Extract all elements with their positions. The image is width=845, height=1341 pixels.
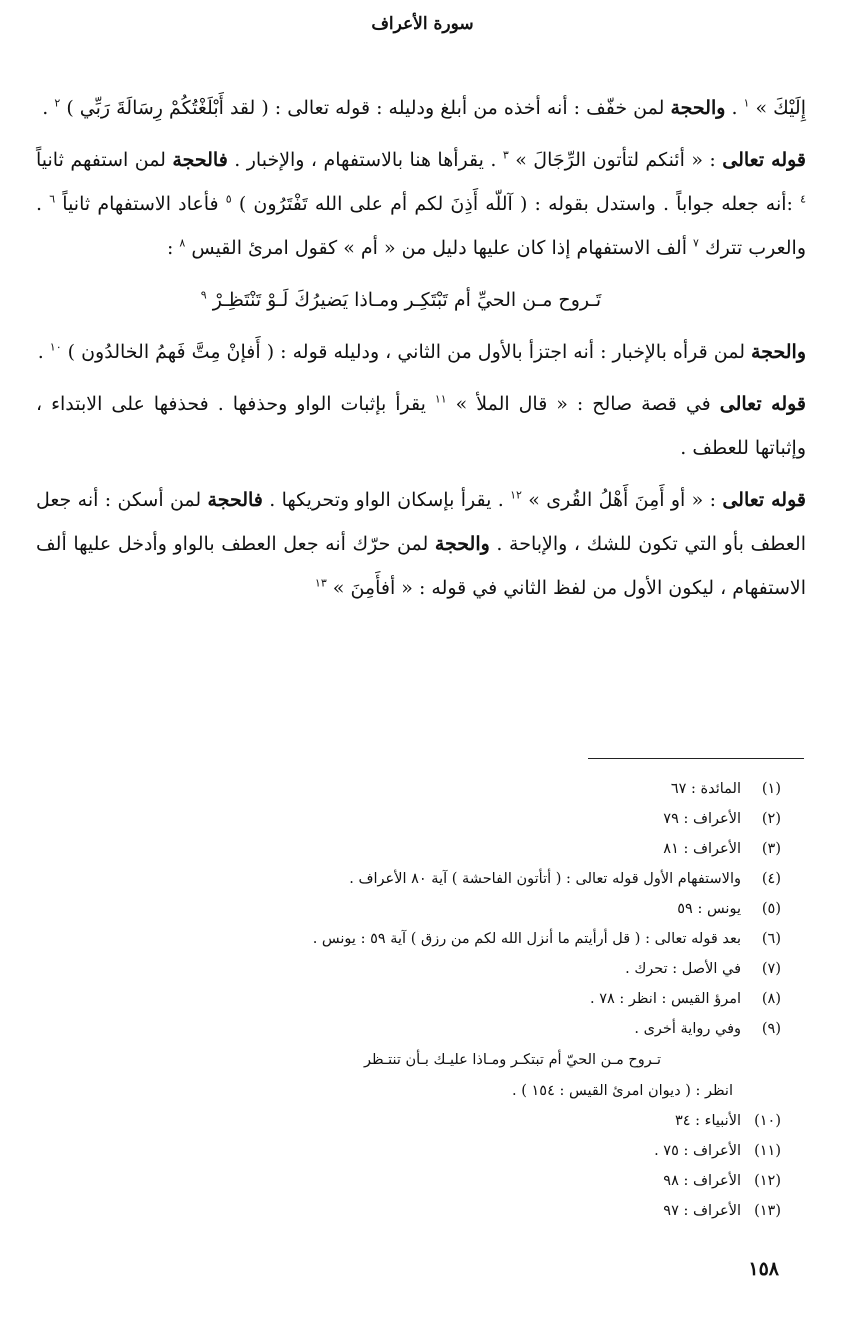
text-run: . والعرب تترك [36, 193, 806, 259]
footnote-separator [588, 758, 804, 759]
footnote-ref: ١٢ [510, 488, 522, 502]
footnote-ref: ٧ [693, 236, 699, 250]
text-run: لمن خفّف : أنه أخذه من أبلغ ودليله : قوله تعالى : ( لقد أَبْلَغْتُكُمْ رِسَالَةَ رَبِّي ) [60, 97, 671, 119]
footnote-10: (١٠)الأنبياء : ٣٤ [674, 1113, 781, 1129]
footnote-ref: ٦ [49, 192, 56, 206]
footnote-4: (٤)والاستفهام الأول قوله تعالى : ( أتأتون الفاحشة ) آية ٨٠ الأعراف . [349, 871, 781, 887]
running-title: سورة الأعراف [371, 14, 474, 34]
bold-keyword: والحجة [751, 341, 806, 363]
bold-keyword: فالحجة [172, 149, 228, 171]
text-run: تَـروح مـن الحيِّ أم تَبْتَكِـر ومـاذا يَضيرُكَ لَـوْ تَنْتَظِـرْ [206, 289, 602, 311]
paragraph [36, 382, 806, 470]
bold-keyword: قوله تعالى [722, 149, 807, 171]
text-run: في قصة صالح : « قال الملأ » [446, 393, 720, 415]
text-run: . يقرأها هنا بالاستفهام ، والإخبار . [227, 149, 503, 171]
footnotes [36, 774, 781, 1226]
text-run: : « أئنكم لتأتون الرِّجَالَ » [508, 149, 723, 171]
footnote-7: (٧)في الأصل : تحرك . [625, 961, 781, 977]
bold-keyword: قوله تعالى [719, 393, 807, 415]
text-run: فأعاد الاستفهام ثانياً [55, 193, 226, 215]
footnote-source: انظر : ( ديوان امرئ القيس : ١٥٤ ) . [512, 1083, 733, 1099]
footnote-ref: ١٣ [314, 576, 327, 590]
footnote-ref: ١٠ [49, 340, 62, 354]
text-run: . [37, 341, 50, 363]
footnote-ref: ١ [743, 96, 750, 110]
paragraph [36, 138, 806, 270]
poem-verse [36, 278, 806, 322]
text-run: . يقرأ بإسكان الواو وتحريكها . [262, 489, 511, 511]
text-run: ألف الاستفهام إذا كان عليها دليل من « أم » كقول امرئ القيس [185, 237, 694, 259]
footnote-ref: ٢ [54, 96, 61, 110]
paragraph [36, 330, 806, 374]
footnote-ref: ٥ [225, 192, 232, 206]
footnote-1: (١)المائدة : ٦٧ [670, 781, 781, 797]
footnote-9: (٩)وفي رواية أخرى . [634, 1021, 781, 1037]
footnote-poem-verse: تـروح مـن الحيّ أم تبتكـر ومـاذا عليـك بـأن تنتـظر [363, 1052, 661, 1068]
paragraph [36, 478, 806, 610]
text-run: يقرأ بإثبات الواو وحذفها . فحذفها على الابتداء ، وإثباتها للعطف . [36, 393, 806, 459]
bold-keyword: قوله تعالى [722, 489, 806, 511]
text-run: إِلَيْكَ » [749, 97, 806, 119]
footnote-ref: ٤ [800, 192, 806, 206]
footnote-11: (١١)الأعراف : ٧٥ . [654, 1143, 781, 1159]
footnote-5: (٥)يونس : ٥٩ [677, 901, 781, 917]
footnote-3: (٣)الأعراف : ٨١ [663, 841, 781, 857]
main-text [36, 86, 806, 618]
bold-keyword: فالحجة [207, 489, 263, 511]
paragraph [36, 86, 806, 130]
footnote-6: (٦)بعد قوله تعالى : ( قل أرأيتم ما أنزل الله لكم من رزق ) آية ٥٩ : يونس . [312, 931, 781, 947]
text-run: لمن أسكن : أنه جعل العطف بأو التي تكون للشك ، والإباحة . [36, 489, 806, 555]
text-run: لمن استفهم ثانياً [36, 149, 173, 171]
text-run: : « أو أَمِنَ أَهْلُ القُرى » [521, 489, 723, 511]
text-run: لمن حرّك أنه جعل العطف بالواو وأدخل عليها ألف الاستفهام ، ليكون الأول من لفظ الثاني في قوله : « أفأَمِنَ » [36, 533, 806, 599]
text-run: . [42, 97, 55, 119]
bold-keyword: والحجة [434, 533, 490, 555]
footnote-12: (١٢)الأعراف : ٩٨ [663, 1173, 781, 1189]
footnote-ref: ٨ [179, 236, 186, 250]
page-number: ١٥٨ [748, 1258, 779, 1280]
text-run: : [166, 237, 180, 259]
footnote-8: (٨)امرؤ القيس : انظر : ٧٨ . [589, 991, 781, 1007]
footnote-2: (٢)الأعراف : ٧٩ [663, 811, 781, 827]
text-run: . [725, 97, 744, 119]
footnote-ref: ٩ [200, 288, 207, 302]
bold-keyword: والحجة [670, 97, 726, 119]
text-run: لمن قرأه بالإخبار : أنه اجتزأ بالأول من الثاني ، ودليله قوله : ( أَفإنْ مِتَّ فَهمُ الخالدُون ) [61, 341, 752, 363]
text-run: :أنه جعله جواباً . واستدل بقوله : ( آللّه أَذِنَ لكم أم على الله تَفْتَرُون ) [231, 193, 801, 215]
footnote-ref: ١١ [434, 392, 447, 406]
footnote-13: (١٣)الأعراف : ٩٧ [663, 1203, 781, 1219]
footnote-ref: ٣ [502, 148, 509, 162]
